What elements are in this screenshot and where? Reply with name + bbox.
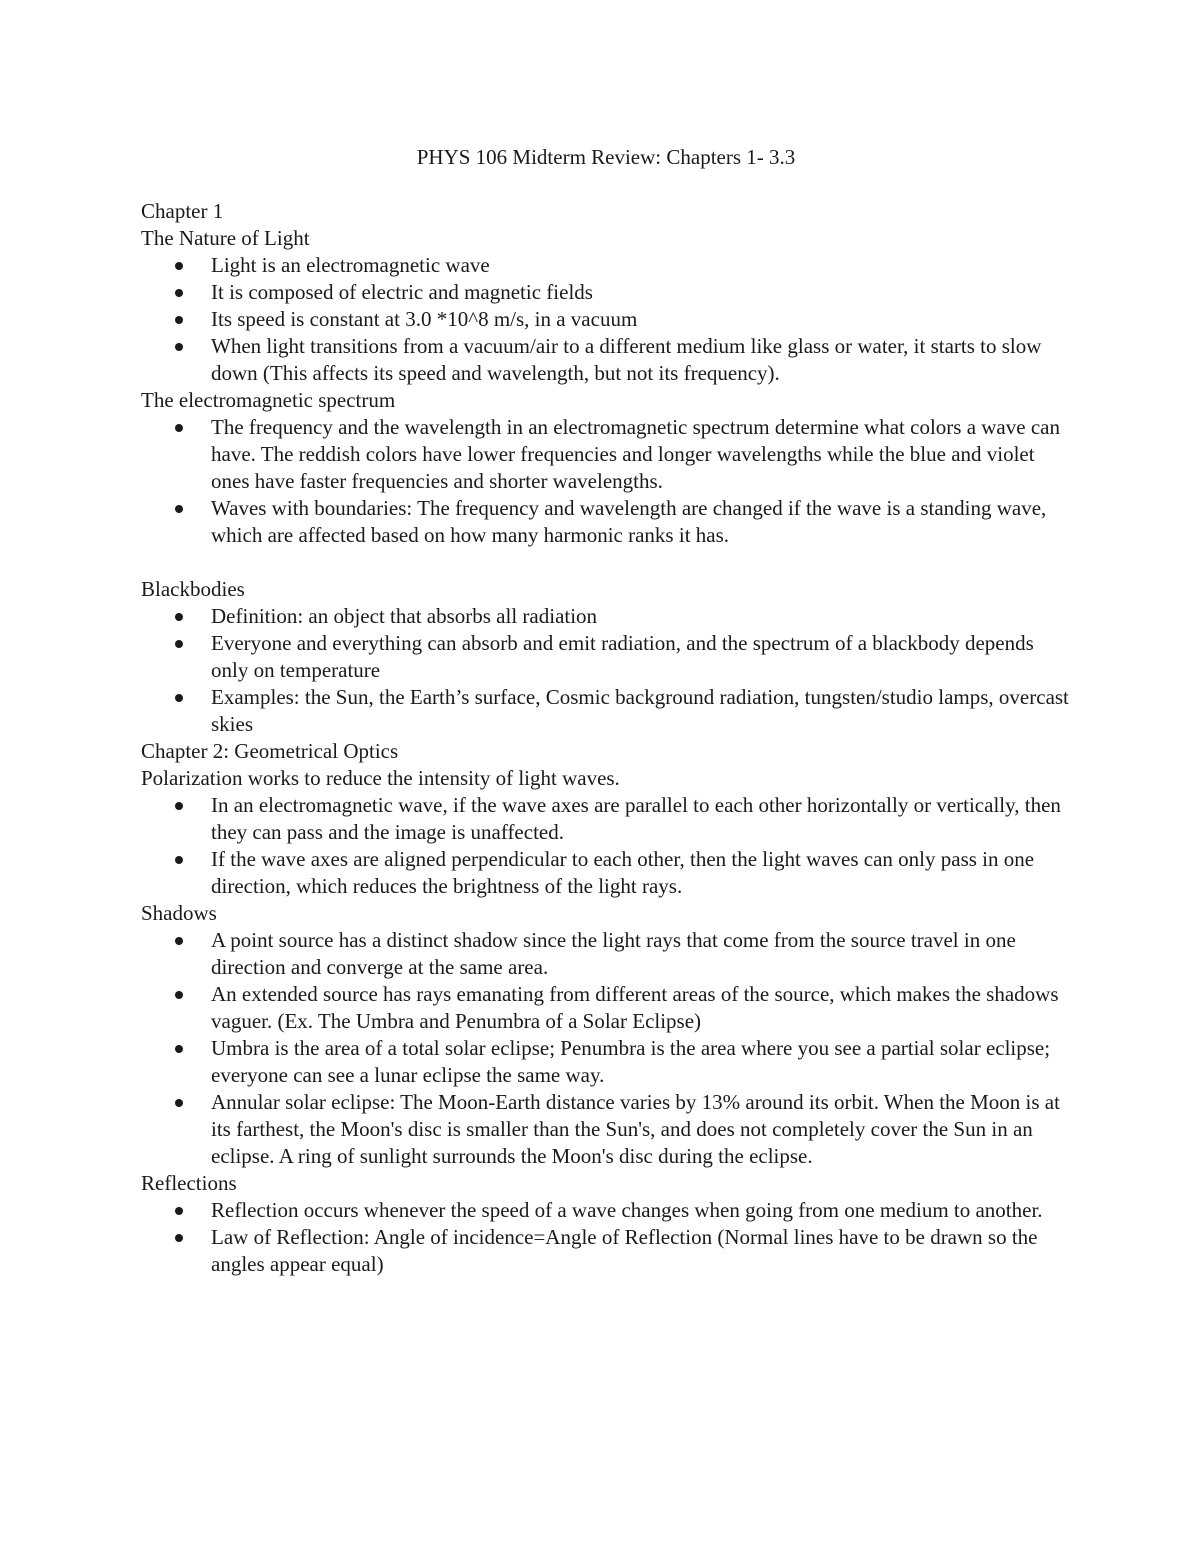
list-item: An extended source has rays emanating from different areas of the source, which makes the shadows vaguer. (Ex. The Umbra and Penumbra of a Solar Eclipse) bbox=[141, 981, 1071, 1035]
reflections-list bbox=[141, 1197, 1071, 1278]
bullet-icon bbox=[175, 1234, 183, 1242]
bullet-icon bbox=[175, 262, 183, 270]
em-spectrum-heading: The electromagnetic spectrum bbox=[141, 388, 396, 412]
list-item: Light is an electromagnetic wave bbox=[141, 252, 1071, 279]
list-item: In an electromagnetic wave, if the wave axes are parallel to each other horizontally or vertically, then they can pass and the image is unaffected. bbox=[141, 792, 1071, 846]
bullet-icon bbox=[175, 991, 183, 999]
list-item: Definition: an object that absorbs all radiation bbox=[141, 603, 1071, 630]
nature-of-light-list bbox=[141, 252, 1071, 387]
list-item: When light transitions from a vacuum/air to a different medium like glass or water, it starts to slow down (This affects its speed and wavelength, but not its frequency). bbox=[141, 333, 1071, 387]
list-item: Annular solar eclipse: The Moon-Earth distance varies by 13% around its orbit. When the Moon is at its farthest, the Moon's disc is smaller than the Sun's, and does not completely cover the Sun in an eclipse. A ring of sunlight surrounds the Moon's disc during the eclipse. bbox=[141, 1089, 1071, 1170]
bullet-icon bbox=[175, 316, 183, 324]
bullet-icon bbox=[175, 1045, 183, 1053]
list-item: Waves with boundaries: The frequency and wavelength are changed if the wave is a standing wave, which are affected based on how many harmonic ranks it has. bbox=[141, 495, 1071, 549]
list-item: The frequency and the wavelength in an electromagnetic spectrum determine what colors a wave can have. The reddish colors have lower frequencies and longer wavelengths while the blue and violet ones have faster frequencies and shorter wavelengths. bbox=[141, 414, 1071, 495]
chapter-2-label: Chapter 2: Geometrical Optics bbox=[141, 739, 399, 763]
bullet-icon bbox=[175, 937, 183, 945]
list-item: Law of Reflection: Angle of incidence=Angle of Reflection (Normal lines have to be drawn so the angles appear equal) bbox=[141, 1224, 1071, 1278]
bullet-icon bbox=[175, 613, 183, 621]
list-item: Examples: the Sun, the Earth’s surface, Cosmic background radiation, tungsten/studio lamps, overcast skies bbox=[141, 684, 1071, 738]
bullet-icon bbox=[175, 1099, 183, 1107]
bullet-icon bbox=[175, 1207, 183, 1215]
bullet-icon bbox=[175, 343, 183, 351]
list-item: It is composed of electric and magnetic fields bbox=[141, 279, 1071, 306]
nature-of-light-heading: The Nature of Light bbox=[141, 226, 310, 250]
shadows-heading: Shadows bbox=[141, 901, 217, 925]
list-item: If the wave axes are aligned perpendicular to each other, then the light waves can only pass in one direction, which reduces the brightness of the light rays. bbox=[141, 846, 1071, 900]
polarization-list bbox=[141, 792, 1071, 900]
list-item: A point source has a distinct shadow since the light rays that come from the source travel in one direction and converge at the same area. bbox=[141, 927, 1071, 981]
list-item: Its speed is constant at 3.0 *10^8 m/s, in a vacuum bbox=[141, 306, 1071, 333]
bullet-icon bbox=[175, 802, 183, 810]
reflections-heading: Reflections bbox=[141, 1171, 237, 1195]
bullet-icon bbox=[175, 505, 183, 513]
bullet-icon bbox=[175, 640, 183, 648]
bullet-icon bbox=[175, 856, 183, 864]
blackbodies-list bbox=[141, 603, 1071, 738]
list-item: Everyone and everything can absorb and emit radiation, and the spectrum of a blackbody depends only on temperature bbox=[141, 630, 1071, 684]
bullet-icon bbox=[175, 289, 183, 297]
bullet-icon bbox=[175, 424, 183, 432]
blackbodies-heading: Blackbodies bbox=[141, 577, 245, 601]
document-title: PHYS 106 Midterm Review: Chapters 1- 3.3 bbox=[416, 145, 796, 169]
polarization-heading: Polarization works to reduce the intensity of light waves. bbox=[141, 766, 620, 790]
bullet-icon bbox=[175, 694, 183, 702]
em-spectrum-list bbox=[141, 414, 1071, 549]
list-item: Umbra is the area of a total solar eclipse; Penumbra is the area where you see a partial solar eclipse; everyone can see a lunar eclipse the same way. bbox=[141, 1035, 1071, 1089]
spacer bbox=[141, 549, 1071, 576]
list-item: Reflection occurs whenever the speed of a wave changes when going from one medium to another. bbox=[141, 1197, 1071, 1224]
document-page bbox=[141, 144, 1071, 1278]
chapter-1-label: Chapter 1 bbox=[141, 199, 224, 223]
shadows-list bbox=[141, 927, 1071, 1170]
